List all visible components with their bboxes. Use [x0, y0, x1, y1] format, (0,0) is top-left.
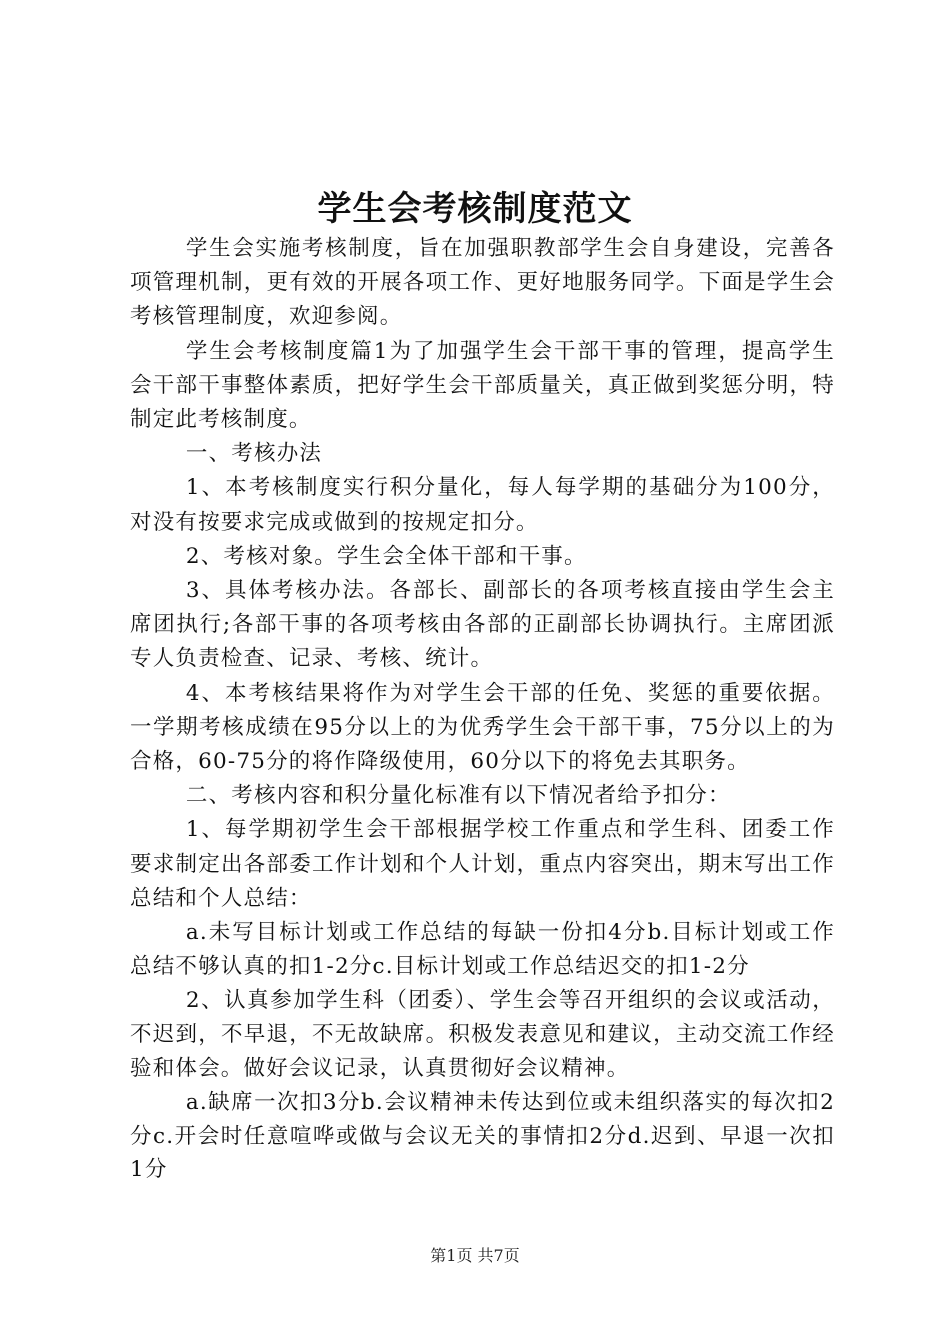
paragraph-purpose: 学生会考核制度篇1为了加强学生会干部干事的管理，提高学生会干部干事整体素质，把好学生会干部质量关，真正做到奖惩分明，特制定此考核制度。: [130, 338, 835, 433]
paragraph-intro: 学生会实施考核制度，旨在加强职教部学生会自身建设，完善各项管理机制，更有效的开展各项工作、更好地服务同学。下面是学生会考核管理制度，欢迎参阅。: [130, 236, 835, 330]
paragraph-content-2-items: a.缺席一次扣3分b.会议精神未传达到位或未组织落实的每次扣2分c.开会时任意喧哗或做与会议无关的事情扣2分d.迟到、早退一次扣1分: [130, 1089, 835, 1183]
page-number: 第1页 共7页: [430, 1246, 520, 1265]
document-title: 学生会考核制度范文: [317, 189, 633, 229]
section-heading-content: 二、考核内容和积分量化标准有以下情况者给予扣分：: [185, 783, 731, 809]
paragraph-method-4: 4、本考核结果将作为对学生会干部的任免、奖惩的重要依据。一学期考核成绩在95分以上的为优秀学生会干部干事，75分以上的为合格，60-75分的将作降级使用，60分以下的将免去其职务。: [130, 680, 835, 775]
paragraph-method-3: 3、具体考核办法。各部长、副部长的各项考核直接由学生会主席团执行;各部干事的各项考核由各部的正副部长协调执行。主席团派专人负责检查、记录、考核、统计。: [130, 578, 835, 672]
section-heading-method: 一、考核办法: [185, 441, 323, 467]
paragraph-content-1: 1、每学期初学生会干部根据学校工作重点和学生科、团委工作要求制定出各部委工作计划和个人计划，重点内容突出，期末写出工作总结和个人总结：: [130, 817, 835, 911]
document-body: [130, 232, 835, 1187]
paragraph-content-2: 2、认真参加学生科（团委）、学生会等召开组织的会议或活动，不迟到，不早退，不无故缺席。积极发表意见和建议，主动交流工作经验和体会。做好会议记录，认真贯彻好会议精神。: [130, 988, 835, 1082]
paragraph-method-1: 1、本考核制度实行积分量化，每人每学期的基础分为100分，对没有按要求完成或做到的按规定扣分。: [130, 475, 835, 535]
paragraph-content-1-items: a.未写目标计划或工作总结的每缺一份扣4分b.目标计划或工作总结不够认真的扣1-2分c.目标计划或工作总结迟交的扣1-2分: [130, 920, 835, 980]
paragraph-method-2: 2、考核对象。学生会全体干部和干事。: [185, 543, 587, 569]
